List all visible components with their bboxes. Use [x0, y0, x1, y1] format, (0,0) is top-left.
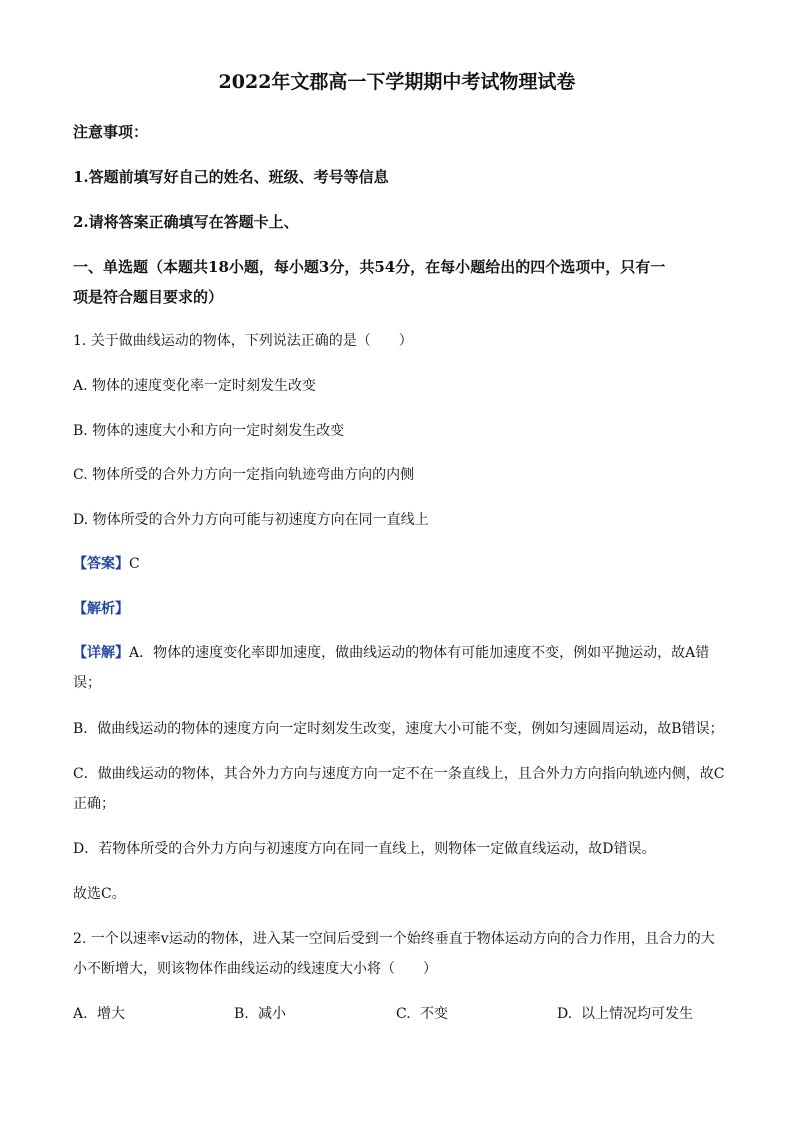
- question-2-option-b: B. 减小: [234, 1006, 286, 1022]
- detail-line-6: D．若物体所受的合外力方向与初速度方向在同一直线上，则物体一定做直线运动，故D错误。: [73, 841, 656, 857]
- detail-tag: 【详解】: [73, 645, 129, 661]
- exam-title: 2022年文郡高一下学期期中考试物理试卷: [218, 71, 576, 93]
- question-1-option-b: B. 物体的速度大小和方向一定时刻发生改变: [73, 423, 345, 439]
- question-1-option-d: D. 物体所受的合外力方向可能与初速度方向在同一直线上: [73, 512, 429, 528]
- section-heading-line-1: 一、单选题（本题共18小题，每小题3分，共54分，在每小题给出的四个选项中，只有一: [73, 258, 666, 276]
- answer-tag: 【答案】: [73, 556, 129, 572]
- notice-item-2: 2.请将答案正确填写在答题卡上、: [73, 213, 299, 231]
- notice-heading: 注意事项：: [73, 123, 149, 141]
- notice-item-1: 1.答题前填写好自己的姓名、班级、考号等信息: [73, 168, 389, 186]
- detail-line-5: 正确；: [73, 796, 115, 812]
- analysis-tag: 【解析】: [73, 601, 129, 617]
- detail-line-4: C．做曲线运动的物体，其合外力方向与速度方向一定不在一条直线上，且合外力方向指向轨迹内侧，故C: [73, 766, 725, 782]
- detail-conclusion: 故选C。: [73, 886, 126, 902]
- detail-line-1: 【详解】A．物体的速度变化率即加速度，做曲线运动的物体有可能加速度不变，例如平抛运动，故A错: [73, 645, 710, 661]
- question-1-option-a: A. 物体的速度变化率一定时刻发生改变: [73, 378, 317, 394]
- detail-line-3: B．做曲线运动的物体的速度方向一定时刻发生改变，速度大小可能不变，例如匀速圆周运动，故B错误；: [73, 721, 724, 737]
- question-2-stem-line-2: 小不断增大，则该物体作曲线运动的线速度大小将（ ）: [73, 961, 437, 977]
- question-2-option-a: A. 增大: [73, 1006, 125, 1022]
- section-heading-line-2: 项是符合题目要求的）: [73, 288, 224, 306]
- answer-value: C: [129, 556, 140, 572]
- question-2-stem-line-1: 2. 一个以速率v运动的物体，进入某一空间后受到一个始终垂直于物体运动方向的合力作用，且合力的大: [73, 931, 715, 947]
- question-1-stem: 1. 关于做曲线运动的物体，下列说法正确的是（ ）: [73, 333, 413, 349]
- answer-line: [73, 554, 140, 574]
- detail-line-2: 误；: [73, 675, 101, 691]
- question-2-option-d: D. 以上情况均可发生: [557, 1006, 693, 1022]
- question-1-option-c: C. 物体所受的合外力方向一定指向轨迹弯曲方向的内侧: [73, 467, 415, 483]
- question-2-option-c: C. 不变: [396, 1006, 448, 1022]
